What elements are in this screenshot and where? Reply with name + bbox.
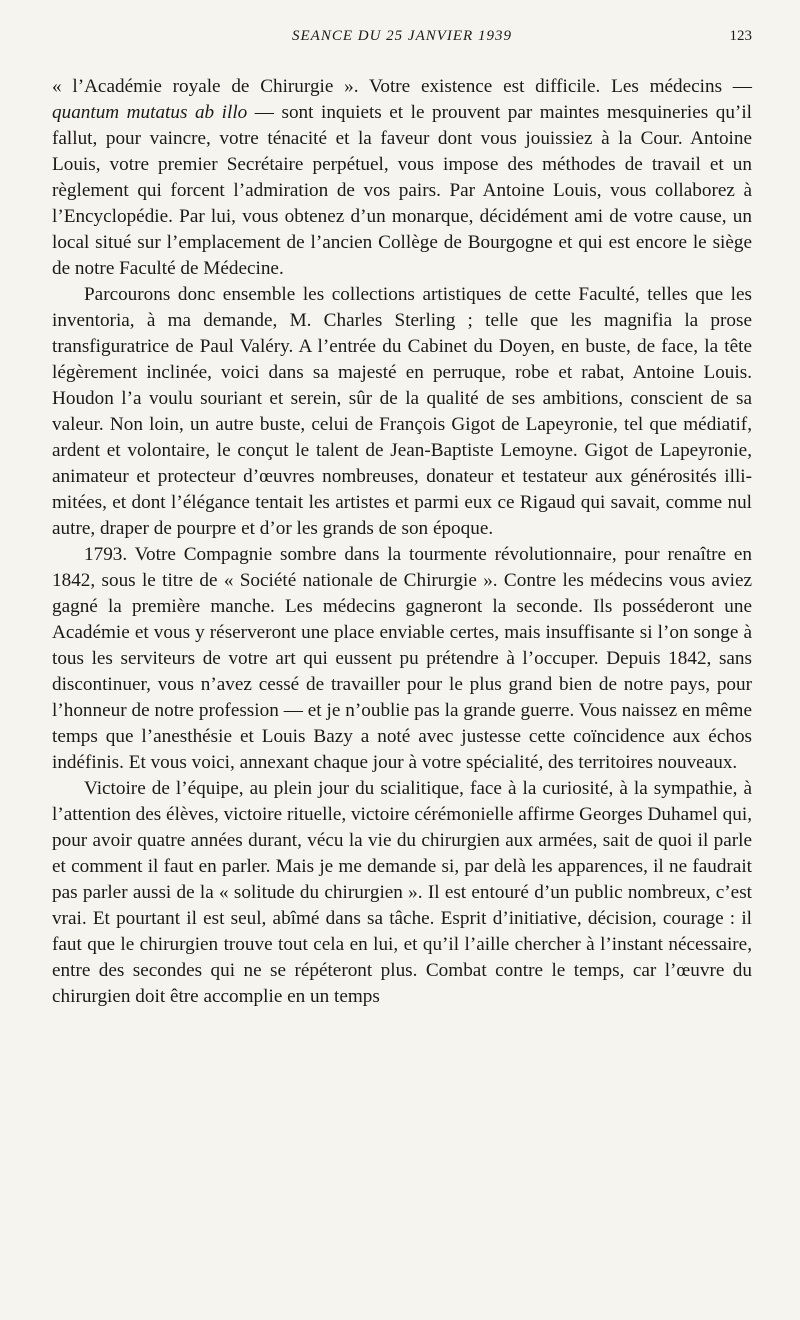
paragraph-4: Victoire de l’équipe, au plein jour du scialitique, face à la curiosité, à la sympathie, à l’attention des élèves, victoire rituelle, victoire cérémonielle affirme Georges Duhamel qui, pour avoir quatre années durant, vécu la vie du chirurgien aux armées, sait de quoi il parle et comment il faut en parler. Mais je me demande si, par delà les apparences, il ne faudrait pas parler aussi de la « solitude du chirurgien ». Il est entouré d’un public nombreux, c’est vrai. Et pourtant il est seul, abîmé dans sa tâche. Esprit d’initiative, décision, courage : il faut que le chirurgien trouve tout cela en lui, et qu’il l’aille chercher à l’instant nécessaire, entre des secondes qui ne se répéteront plus. Combat contre le temps, car l’œuvre du chirurgien doit être accomplie en un temps [52,778,752,1007]
running-title: SEANCE DU 25 JANVIER 1939 [292,28,512,44]
paragraph-1-after: — sont inquiets et le prouvent par maintes mesquineries qu’il fallut, pour vaincre, votre ténacité et la faveur dont vous jouissiez à la Cour. Antoine Louis, votre premier Secrétaire perpétuel, vous impose des méthodes de travail et un règlement qui forcent l’admiration de vos pairs. Par Antoine Louis, vous collaborez à l’Encyclopédie. Par lui, vous obtenez d’un monarque, décidément ami de votre cause, un local situé sur l’emplacement de l’ancien Collège de Bourgogne et qui est encore le siège de notre Faculté de Médecine. [52,102,752,279]
paragraph-3: 1793. Votre Compagnie sombre dans la tourmente révolutionnaire, pour renaître en 1842, sous le titre de « Société nationale de Chirurgie ». Contre les médecins vous aviez gagné la première manche. Les médecins gagneront la seconde. Ils posséderont une Académie et vous y réserveront une place enviable certes, mais insuffisante si l’on songe à tous les serviteurs de votre art qui eussent pu prétendre à l’occuper. Depuis 1842, sans discontinuer, vous n’avez cessé de travailler pour le plus grand bien de notre pays, pour l’honneur de notre profession — et je n’oublie pas la grande guerre. Vous naissez en même temps que l’anesthésie et Louis Bazy a noté avec justesse cette coïncidence aux échos indéfinis. Et vous voici, annexant chaque jour à votre spécialité, des territoires nouveaux. [52,544,752,773]
paragraph-1-before: « l’Académie royale de Chirurgie ». Votre existence est difficile. Les médecins — [52,76,752,97]
page [52,28,752,1010]
page-number: 123 [729,28,752,44]
paragraph-2: Parcourons donc ensemble les collections artistiques de cette Faculté, telles que les inventoria, à ma demande, M. Charles Sterling ; telle que les magnifia la prose transfiguratrice de Paul Valéry. A l’entrée du Cabinet du Doyen, en buste, de face, la tête légèrement inclinée, voici dans sa majesté en perruque, robe et rabat, Antoine Louis. Houdon l’a voulu souriant et serein, sûr de la qualité de ses ambitions, conscient de sa valeur. Non loin, un autre buste, celui de François Gigot de Lapeyronie, tel que médiatif, ardent et volontaire, le conçut le talent de Jean-Baptiste Lemoyne. Gigot de Lapeyronie, animateur et protecteur d’œuvres nombreuses, donateur et testateur aux générosités illimitées, et dont l’élégance tentait les artistes et parmi eux ce Rigaud qui savait, comme nul autre, draper de pourpre et d’or les grands de son époque. [52,284,752,539]
running-header [52,28,752,54]
body-text [52,74,752,1010]
latin-quotation: quantum mutatus ab illo [52,102,248,123]
paragraph-1 [52,74,752,282]
